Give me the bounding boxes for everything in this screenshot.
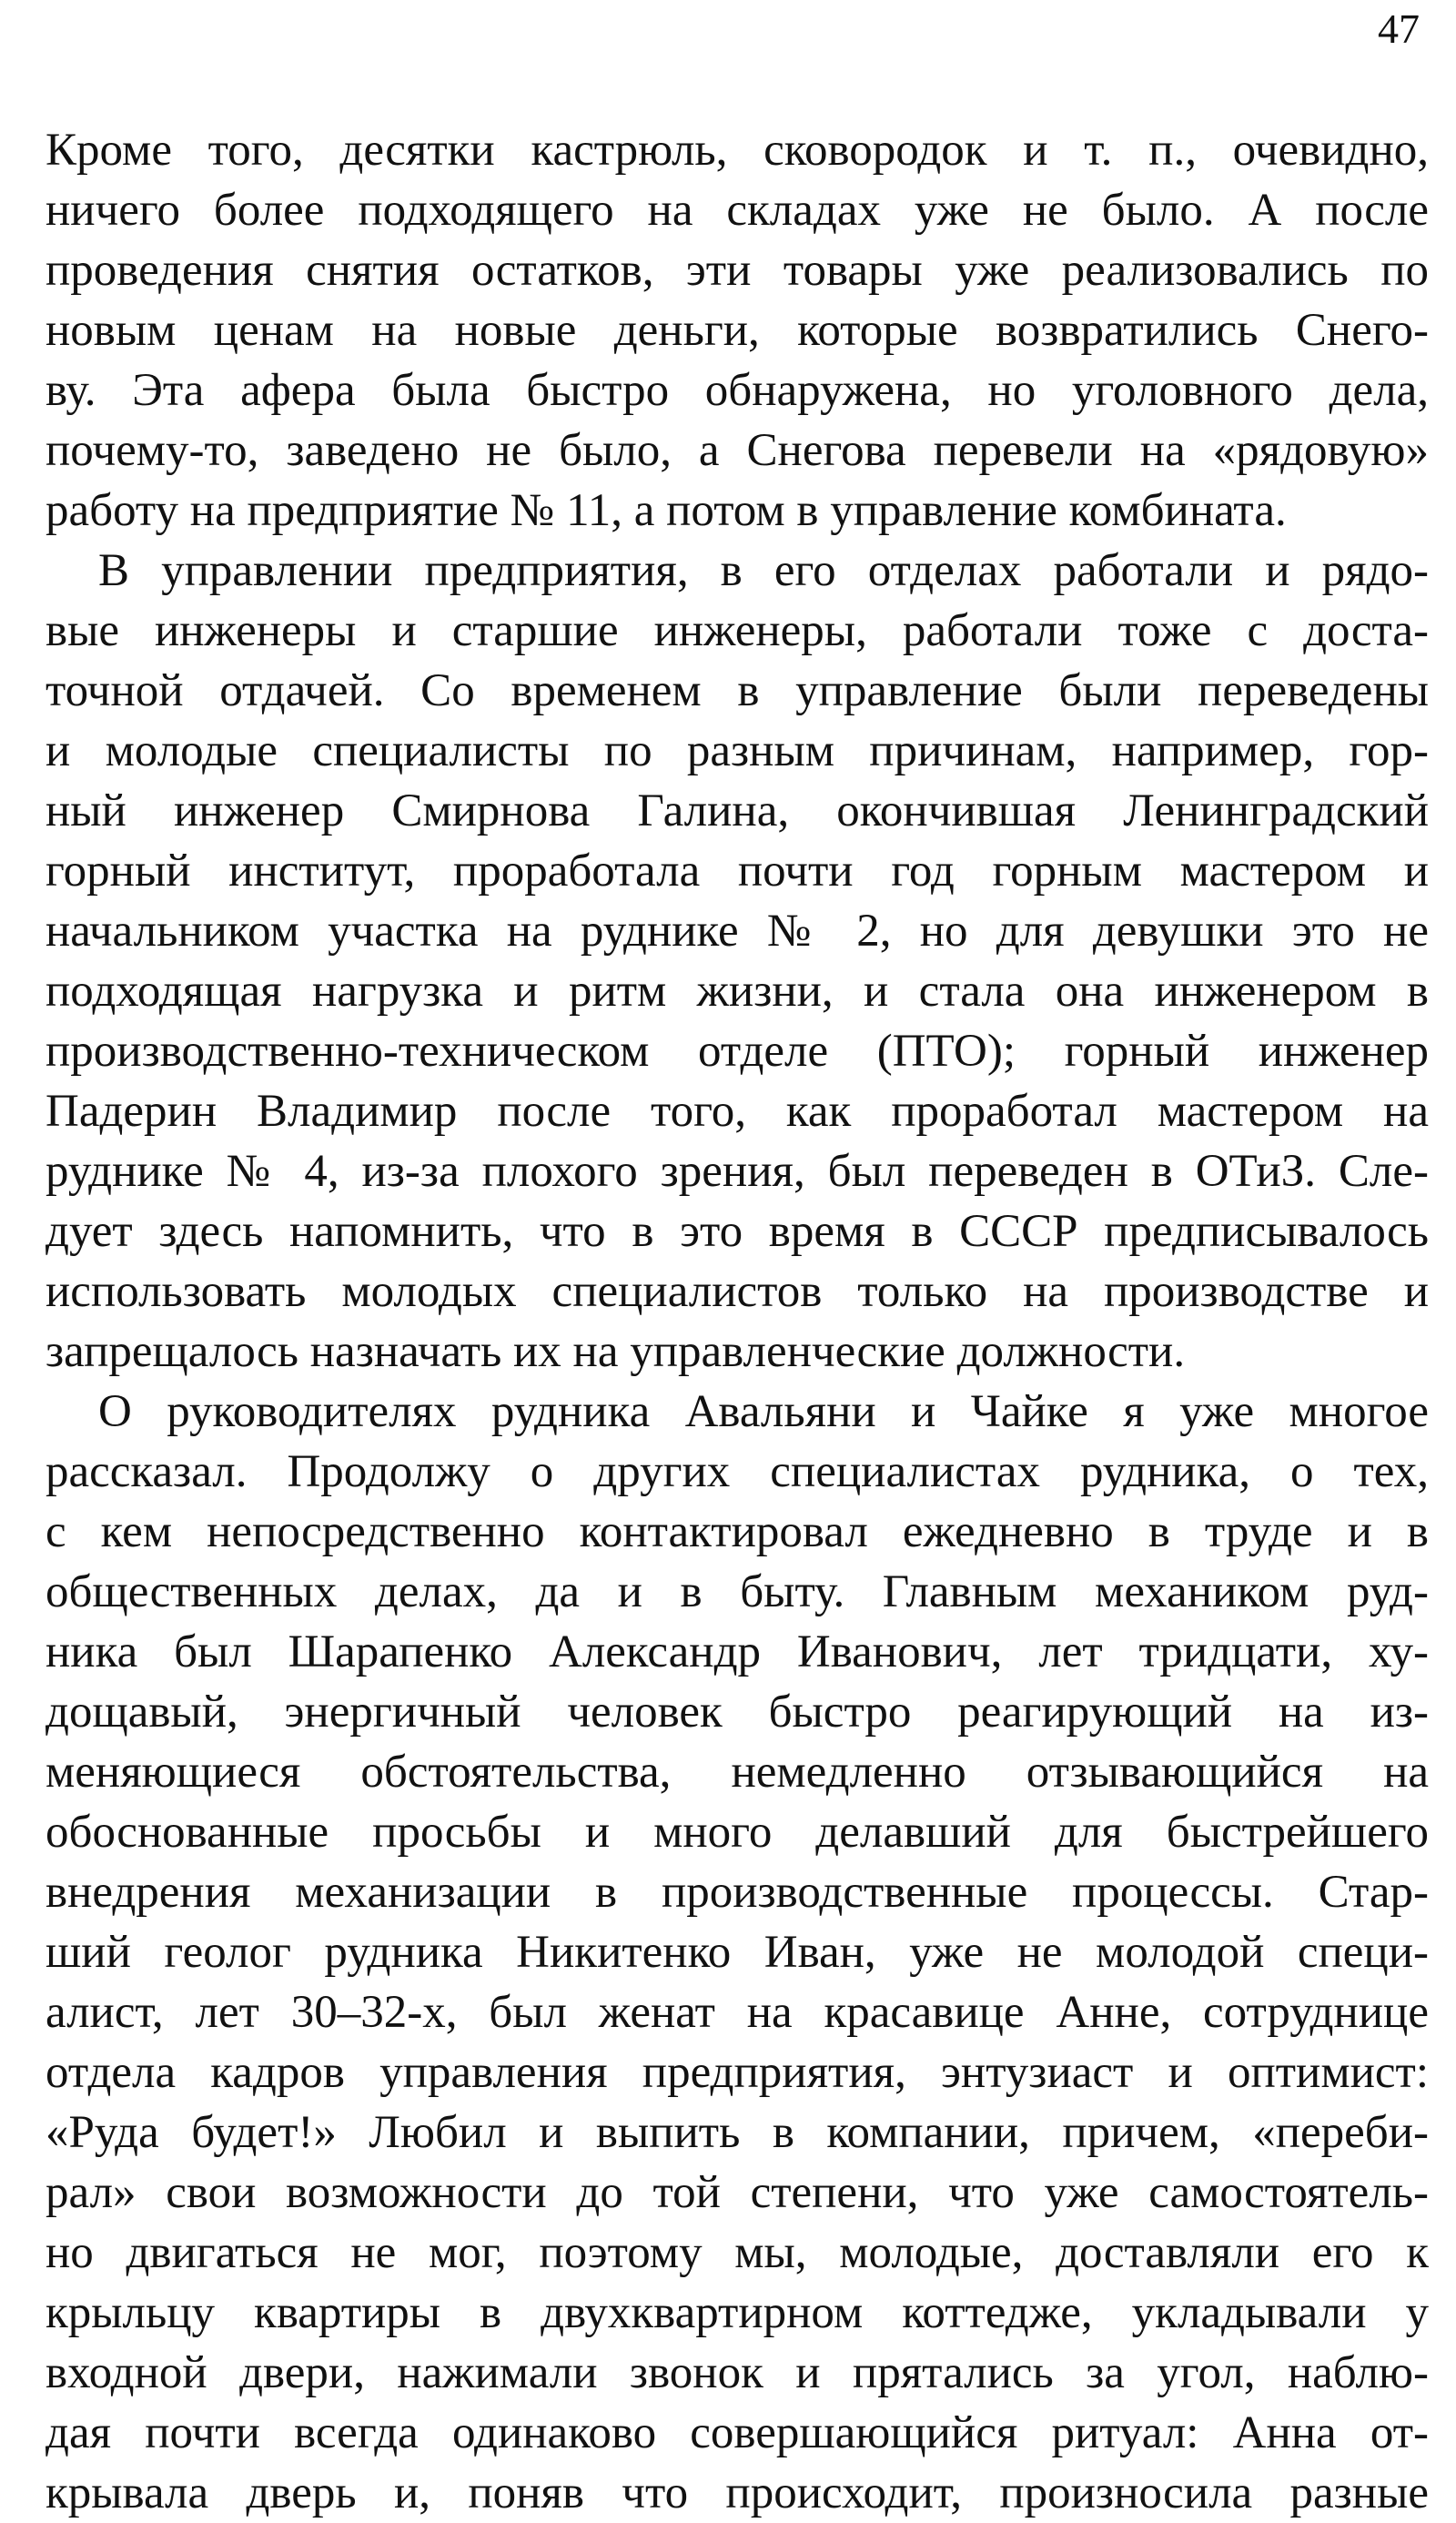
text-line: крыльцу квартиры в двухквартирном коттедже, укладывали у xyxy=(46,2287,1429,2338)
text-line: обоснованные просьбы и много делавший для быстрейшего xyxy=(46,1807,1429,1858)
text-line: подходящая нагрузка и ритм жизни, и стала она инженером в xyxy=(46,966,1429,1017)
text-line: ничего более подходящего на складах уже не было. А после xyxy=(46,185,1429,236)
text-line: дощавый, энергичный человек быстро реагирующий на из- xyxy=(46,1687,1429,1738)
text-line: новым ценам на новые деньги, которые возвратились Снего- xyxy=(46,305,1429,356)
text-line: начальником участка на руднике № 2, но для девушки это не xyxy=(46,906,1429,957)
text-line: горный институт, проработала почти год горным мастером и xyxy=(46,846,1429,897)
page-number: 47 xyxy=(1378,5,1420,52)
paragraph-1 xyxy=(46,120,1429,541)
body-text xyxy=(46,120,1429,2523)
text-line: дует здесь напомнить, что в это время в СССР предписывалось xyxy=(46,1206,1429,1257)
text-line: рал» свои возможности до той степени, что уже самостоятель- xyxy=(46,2167,1429,2218)
text-line: меняющиеся обстоятельства, немедленно отзывающийся на xyxy=(46,1747,1429,1798)
text-line: ву. Эта афера была быстро обнаружена, но уголовного дела, xyxy=(46,365,1429,416)
text-line: и молодые специалисты по разным причинам, например, гор- xyxy=(46,725,1429,776)
text-line: ный инженер Смирнова Галина, окончившая Ленинградский xyxy=(46,785,1429,836)
paragraph-3 xyxy=(46,1382,1429,2523)
text-line: Кроме того, десятки кастрюль, сковородок и т. п., очевидно, xyxy=(46,125,1429,176)
text-line: крывала дверь и, поняв что происходит, произносила разные xyxy=(46,2467,1429,2518)
text-line: алист, лет 30–32-х, был женат на красавице Анне, сотруднице xyxy=(46,1987,1429,2038)
text-line: дая почти всегда одинаково совершающийся ритуал: Анна от- xyxy=(46,2407,1429,2458)
text-line: Падерин Владимир после того, как проработал мастером на xyxy=(46,1086,1429,1137)
text-line: работу на предприятие № 11, а потом в управление комбината. xyxy=(46,485,1287,536)
text-line: запрещалось назначать их на управленческие должности. xyxy=(46,1326,1186,1377)
text-line: с кем непосредственно контактировал ежедневно в труде и в xyxy=(46,1506,1429,1557)
text-line: но двигаться не мог, поэтому мы, молодые, доставляли его к xyxy=(46,2227,1429,2278)
text-line: руднике № 4, из-за плохого зрения, был переведен в ОТиЗ. Сле- xyxy=(46,1146,1429,1197)
text-line: почему-то, заведено не было, а Снегова перевели на «рядовую» xyxy=(46,425,1429,476)
text-line: рассказал. Продолжу о других специалистах рудника, о тех, xyxy=(46,1446,1429,1497)
text-line: внедрения механизации в производственные процессы. Стар- xyxy=(46,1867,1429,1918)
text-line: ника был Шарапенко Александр Иванович, лет тридцати, ху- xyxy=(46,1626,1429,1677)
text-line: общественных делах, да и в быту. Главным механиком руд- xyxy=(46,1566,1429,1617)
text-line: отдела кадров управления предприятия, энтузиаст и оптимист: xyxy=(46,2047,1429,2098)
text-line: вые инженеры и старшие инженеры, работали тоже с доста- xyxy=(46,605,1429,656)
text-line: использовать молодых специалистов только на производстве и xyxy=(46,1266,1429,1317)
text-line: В управлении предприятия, в его отделах работали и рядо- xyxy=(98,545,1429,596)
paragraph-2 xyxy=(46,541,1429,1382)
text-line: точной отдачей. Со временем в управление были переведены xyxy=(46,665,1429,716)
text-line: проведения снятия остатков, эти товары уже реализовались по xyxy=(46,245,1429,296)
text-line: производственно-техническом отделе (ПТО); горный инженер xyxy=(46,1026,1429,1077)
text-line: ший геолог рудника Никитенко Иван, уже не молодой специ- xyxy=(46,1927,1429,1978)
text-line: входной двери, нажимали звонок и прятались за угол, наблю- xyxy=(46,2347,1429,2398)
text-line: О руководителях рудника Авальяни и Чайке я уже многое xyxy=(98,1386,1429,1437)
text-line: «Руда будет!» Любил и выпить в компании, причем, «переби- xyxy=(46,2107,1429,2158)
